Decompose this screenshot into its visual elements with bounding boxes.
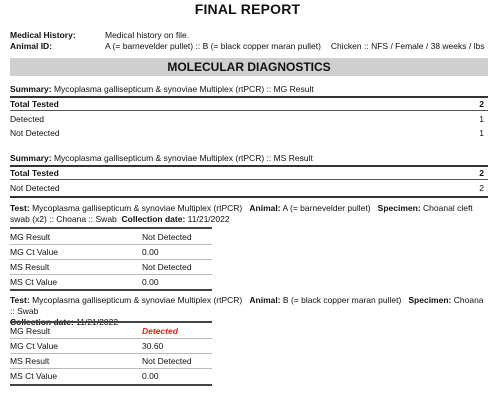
summary-rule (10, 110, 488, 111)
summary-text: Mycoplasma gallisepticum & synoviae Multiplex (rtPCR) :: MG Result (53, 84, 314, 94)
animal-value: B (= black copper maran pullet) (282, 295, 402, 305)
result-value: 0.00 (142, 247, 159, 257)
detected-flag: Detected (142, 326, 178, 336)
row-label: Total Tested (10, 168, 59, 178)
summary-mg-line (10, 84, 314, 94)
medical-history-label: Medical History: (10, 30, 76, 40)
result-label: MG Result (10, 326, 51, 336)
results-top-rule (10, 321, 212, 323)
animal-id-extra: Chicken :: NFS / Female / 38 weeks / lbs (330, 41, 485, 51)
result-separator (10, 338, 212, 339)
specimen-value: Choanal cleft swab (x2) :: Choana :: Swab (10, 203, 473, 224)
row-value: 1 (479, 114, 484, 124)
result-value: Not Detected (142, 232, 192, 242)
result-row (10, 355, 212, 367)
summary-ms-line (10, 153, 313, 163)
result-label: MS Result (10, 356, 50, 366)
summary-row (10, 98, 484, 110)
test-label: Test: (10, 203, 30, 213)
summary-row (10, 113, 484, 125)
row-label: Detected (10, 114, 45, 124)
test-value: Mycoplasma gallisepticum & synoviae Multiplex (rtPCR) (32, 203, 243, 213)
collection-date-value: 11/21/2022 (187, 214, 230, 224)
summary-row (10, 127, 484, 139)
result-separator (10, 259, 212, 260)
result-label: MG Result (10, 232, 51, 242)
summary-label: Summary: (10, 153, 52, 163)
row-value: 2 (479, 183, 484, 193)
result-separator (10, 368, 212, 369)
result-label: MS Ct Value (10, 371, 58, 381)
medical-history-value: Medical history on file. (105, 30, 190, 40)
animal-value: A (= barnevelder pullet) (282, 203, 371, 213)
report-title: FINAL REPORT (194, 1, 301, 17)
row-value: 2 (479, 99, 484, 109)
result-label: MG Ct Value (10, 341, 59, 351)
result-row (10, 231, 212, 243)
summary-text: Mycoplasma gallisepticum & synoviae Multiplex (rtPCR) :: MS Result (53, 153, 313, 163)
summary-rule (10, 179, 488, 180)
result-value: 0.00 (142, 371, 159, 381)
animal-id-value: A (= barnevelder pullet) :: B (= black copper maran pullet) (105, 41, 321, 51)
row-label: Total Tested (10, 99, 59, 109)
row-label: Not Detected (10, 183, 60, 193)
result-label: MS Result (10, 262, 50, 272)
result-value: Not Detected (142, 356, 192, 366)
result-separator (10, 244, 212, 245)
row-label: Not Detected (10, 128, 60, 138)
summary-row (10, 167, 484, 179)
animal-id-label: Animal ID: (10, 41, 53, 51)
result-label: MS Ct Value (10, 277, 58, 287)
result-separator (10, 353, 212, 354)
result-row (10, 261, 212, 273)
summary-bottom-rule (10, 196, 488, 198)
section-title: MOLECULAR DIAGNOSTICS (10, 58, 488, 76)
animal-label: Animal: (249, 203, 281, 213)
results-bottom-rule (10, 384, 212, 386)
summary-row (10, 182, 484, 194)
specimen-label: Specimen: (408, 295, 452, 305)
result-row (10, 340, 212, 352)
specimen-label: Specimen: (377, 203, 421, 213)
result-value: 30.60 (142, 341, 164, 351)
test-label: Test: (10, 295, 30, 305)
specimen-value: Choana :: Swab (10, 295, 484, 316)
result-separator (10, 274, 212, 275)
collection-date-label: Collection date: (121, 214, 186, 224)
results-top-rule (10, 227, 212, 229)
summary-label: Summary: (10, 84, 52, 94)
result-row (10, 370, 212, 382)
row-value: 2 (479, 168, 484, 178)
animal-id-line (10, 41, 484, 51)
animal-label: Animal: (249, 295, 281, 305)
result-value: 0.00 (142, 277, 159, 287)
test-a-info (10, 203, 488, 225)
result-label: MG Ct Value (10, 247, 59, 257)
result-row (10, 276, 212, 288)
result-value: Not Detected (142, 262, 192, 272)
results-bottom-rule (10, 289, 212, 291)
test-value: Mycoplasma gallisepticum & synoviae Multiplex (rtPCR) (32, 295, 243, 305)
medical-history-line (10, 30, 189, 40)
test-b-info (10, 295, 488, 328)
result-row (10, 325, 212, 337)
result-row (10, 246, 212, 258)
row-value: 1 (479, 128, 484, 138)
